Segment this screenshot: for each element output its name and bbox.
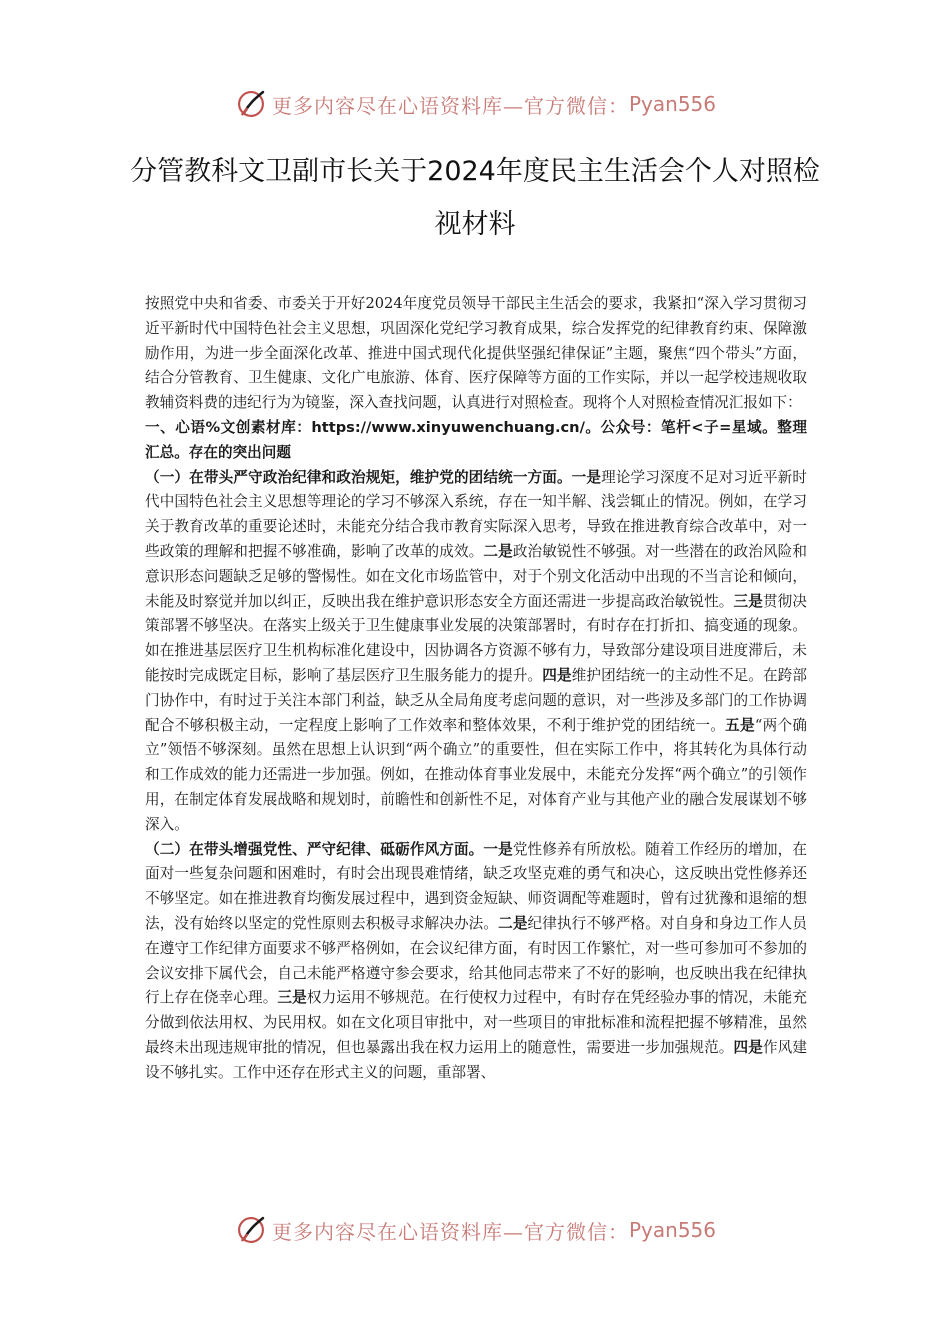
point-text: “两个确立”领悟不够深刻。虽然在思想上认识到“两个确立”的重要性，但在实际工作中，将其转化为具体行动和工作成效的能力还需进一步加强。例如，在推动体育事业发展中，未能充分发挥“两个确立”的引领作用，在制定体育发展战略和规划时，前瞻性和创新性不足，对体育产业与其他产业的融合发展谋划不够深入。 (145, 716, 807, 833)
point-marker: 三是 (733, 592, 763, 610)
subheading-1: （一）在带头严守政治纪律和政治规矩，维护党的团结统一方面。 (145, 468, 572, 486)
point-text: 维护团结统一的主动性不足。在跨部门协作中，有时过于关注本部门利益，缺乏从全局角度考虑问题的意识，对一些涉及多部门的工作协调配合不够积极主动，一定程度上影响了工作效率和整体效果，不利于维护党的团结统一。 (145, 666, 807, 734)
watermark-banner-bottom (0, 1210, 950, 1250)
point-marker: 五是 (725, 716, 755, 734)
banner-code: Pyan556 (628, 1218, 716, 1242)
point-marker: 四是 (542, 666, 572, 684)
point-marker: 四是 (733, 1038, 763, 1056)
point-text: 贯彻决策部署不够坚决。在落实上级关于卫生健康事业发展的决策部署时，有时存在打折扣、搞变通的现象。如在推进基层医疗卫生机构标准化建设中，因协调各方资源不够有力，导致部分建设项目进度滞后，未能按时完成既定目标，影响了基层医疗卫生服务能力的提升。 (145, 592, 807, 684)
watermark-banner-top (0, 84, 950, 124)
point-text: 政治敏锐性不够强。对一些潜在的政治风险和意识形态问题缺乏足够的警惕性。如在文化市场监管中，对于个别文化活动中出现的不当言论和倾向，未能及时察觉并加以纠正，反映出我在维护意识形态安全方面还需进一步提高政治敏锐性。 (145, 542, 807, 610)
point-text: 权力运用不够规范。在行使权力过程中，有时存在凭经验办事的情况，未能充分做到依法用权、为民用权。如在文化项目审批中，对一些项目的审批标准和流程把握不够精准，虽然最终未出现违规审批的情况，但也暴露出我在权力运用上的随意性，需要进一步加强规范。 (145, 989, 807, 1056)
document-body (145, 292, 807, 1086)
banner-text: 更多内容尽在心语资料库—官方微信： (271, 93, 629, 118)
point-text: 纪律执行不够严格。对自身和身边工作人员在遵守工作纪律方面要求不够严格例如，在会议纪律方面，有时因工作繁忙，对一些可参加可不参加的会议安排下属代会，自己未能严格遵守参会要求，给其他同志带来了不好的影响，也反映出我在纪律执行上存在侥幸心理。 (145, 914, 807, 1007)
point-text: 党性修养有所放松。随着工作经历的增加，在面对一些复杂问题和困难时，有时会出现畏难情绪，缺乏攻坚克难的勇气和决心，这反映出党性修养还不够坚定。如在推进教育均衡发展过程中，遇到资金短缺、师资调配等难题时，曾有过犹豫和退缩的想法，没有始终以坚定的党性原则去积极寻求解决办法。 (145, 840, 807, 932)
point-marker: 三是 (277, 989, 307, 1007)
point-marker: 二是 (483, 542, 513, 560)
banner-code: Pyan556 (628, 92, 716, 116)
point-marker: 一是 (483, 840, 513, 858)
paragraph-1 (145, 466, 807, 838)
point-text: 作风建设不够扎实。工作中还存在形式主义的问题，重部署、 (145, 1038, 807, 1081)
section-heading: 一、心语%文创素材库：https://www.xinyuwenchuang.cn/。公众号：笔杆<子=星域。整理汇总。存在的突出问题 (145, 418, 807, 461)
subheading-2: （二）在带头增强党性、严守纪律、砥砺作风方面。 (145, 840, 484, 858)
brush-logo-icon (234, 87, 268, 121)
point-marker: 一是 (571, 468, 602, 486)
paragraph-2 (145, 838, 807, 1086)
banner-text: 更多内容尽在心语资料库—官方微信： (271, 1219, 629, 1244)
document-title: 分管教科文卫副市长关于2024年度民主生活会个人对照检视材料 (130, 156, 820, 240)
point-marker: 二是 (498, 914, 528, 932)
point-text: 理论学习深度不足对习近平新时代中国特色社会主义思想等理论的学习不够深入系统，存在一知半解、浅尝辄止的情况。例如，在学习关于教育改革的重要论述时，未能充分结合我市教育实际深入思考，导致在推进教育综合改革中，对一些政策的理解和把握不够准确，影响了改革的成效。 (145, 468, 807, 560)
brush-logo-icon (234, 1213, 268, 1247)
intro-paragraph: 按照党中央和省委、市委关于开好2024年度党员领导干部民主生活会的要求，我紧扣“深入学习贯彻习近平新时代中国特色社会主义思想，巩固深化党纪学习教育成果，综合发挥党的纪律教育约束、保障激励作用，为进一步全面深化改革、推进中国式现代化提供坚强纪律保证”主题，聚焦“四个带头”方面，结合分管教育、卫生健康、文化广电旅游、体育、医疗保障等方面的工作实际，并以一起学校违规收取教辅资料费的违纪行为为镜鉴，深入查找问题，认真进行对照检查。现将个人对照检查情况汇报如下： (145, 295, 807, 412)
